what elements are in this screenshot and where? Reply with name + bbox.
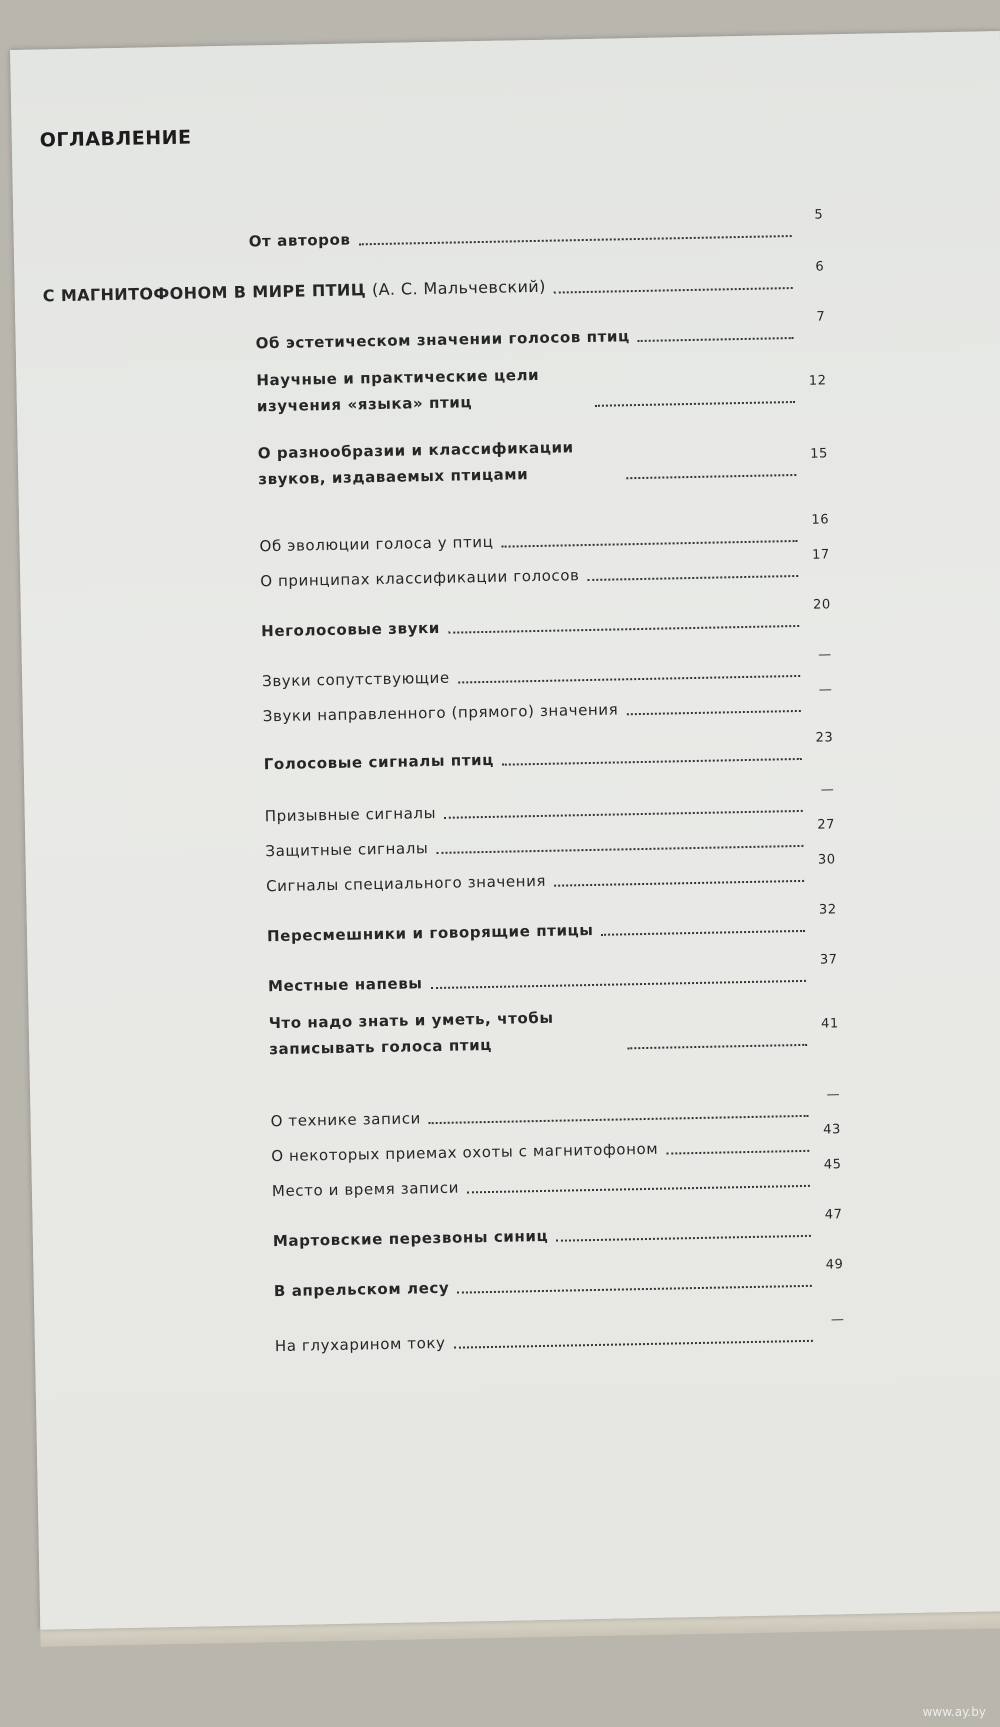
toc-entry-page: 45	[823, 1157, 842, 1173]
toc-entry-title: О разнообразии и классификации звуков, издаваемых птицами	[257, 438, 574, 489]
toc-section-main	[42, 256, 825, 310]
dot-leader	[467, 1185, 810, 1194]
toc-entry-title: Звуки направленного (прямого) значения	[262, 699, 619, 725]
toc-entry-title: Звуки сопутствующие	[261, 668, 450, 690]
toc-entry-title: Об эволюции голоса у птиц	[259, 532, 494, 555]
dot-leader	[502, 758, 802, 766]
toc-entry	[258, 429, 829, 492]
toc-entry-page: 37	[819, 952, 838, 968]
toc-entry-page: —	[830, 1312, 845, 1328]
toc-entry-title: Об эстетическом значении голосов птиц	[255, 326, 630, 352]
toc-entry-title: На глухарином току	[274, 1333, 446, 1355]
toc-entry-page: 49	[825, 1257, 844, 1273]
dot-leader	[556, 1235, 811, 1242]
dot-leader	[588, 575, 799, 581]
section-title-text: С МАГНИТОФОНОМ В МИРЕ ПТИЦ	[42, 279, 367, 306]
dot-leader	[431, 980, 806, 989]
toc-entry-page: 30	[817, 852, 836, 868]
toc-entry	[261, 594, 832, 644]
dot-leader	[626, 473, 796, 478]
toc-entry	[274, 1309, 845, 1359]
toc-entry-title: О некоторых приемах охоты с магнитофоном	[271, 1139, 659, 1165]
toc-entry	[255, 306, 826, 356]
toc-entry-title: Что надо знать и уметь, чтобы записывать голоса птиц	[268, 1008, 554, 1059]
toc-entry-page: 41	[820, 1016, 839, 1032]
toc-entry-title: О принципах классификации голосов	[260, 565, 580, 590]
toc-entry-page: 27	[817, 817, 836, 833]
toc-entry-page: 43	[822, 1122, 842, 1138]
toc-entry-title: От авторов	[248, 229, 351, 250]
toc-entry-page: 32	[818, 902, 837, 918]
toc-entry-title: Защитные сигналы	[265, 838, 429, 860]
book-page	[10, 31, 1000, 1630]
book-page-wrapper	[10, 31, 1000, 1650]
watermark: www.ay.by	[922, 1705, 986, 1719]
toc-entry-title: Неголосовые звуки	[261, 618, 441, 640]
dot-leader	[602, 930, 806, 936]
toc-entry	[268, 949, 839, 999]
toc-entry-page: 15	[810, 446, 829, 462]
dot-leader	[627, 1043, 807, 1048]
dot-leader	[448, 625, 799, 634]
toc-entry-title: Призывные сигналы	[264, 803, 437, 825]
toc-entry-page: 12	[808, 373, 827, 389]
toc-entry	[273, 1254, 844, 1304]
toc-entry-title: Местные напевы	[267, 973, 423, 995]
toc-entry-title: Сигналы специального значения	[265, 871, 547, 895]
toc-entry	[268, 999, 839, 1062]
toc-entry-page: 5	[814, 207, 824, 223]
toc-entry-page: 16	[811, 512, 830, 528]
dot-leader	[359, 235, 792, 245]
toc-entry	[267, 899, 838, 949]
dot-leader	[626, 710, 800, 715]
dot-leader	[457, 1285, 812, 1294]
dot-leader	[454, 1340, 813, 1349]
toc-entry-page: —	[818, 682, 833, 698]
toc-entry-page: 47	[824, 1207, 843, 1223]
toc-entry-title: Мартовские перезвоны синиц	[272, 1226, 549, 1250]
section-author: (А. С. Мальчевский)	[371, 276, 546, 299]
dot-leader	[666, 1150, 809, 1155]
dot-leader	[554, 287, 793, 294]
toc-entry-page: —	[826, 1087, 841, 1103]
toc-entry-page: 20	[812, 597, 831, 613]
toc-entry	[263, 727, 834, 777]
toc-entry-ot-avtorov	[248, 204, 824, 254]
toc-entry-title: Место и время записи	[271, 1178, 460, 1200]
toc-heading: ОГЛАВЛЕНИЕ	[39, 126, 192, 152]
toc-entry-title: Пересмешники и говорящие птицы	[266, 920, 594, 945]
toc-entry-title: Научные и практические цели изучения «языка» птиц	[256, 365, 540, 416]
toc-entry	[272, 1204, 843, 1254]
toc-entry	[256, 356, 827, 419]
dot-leader	[595, 400, 795, 406]
toc-entry-page: —	[820, 782, 835, 798]
toc-section-title	[42, 273, 546, 311]
dot-leader	[554, 880, 804, 887]
toc-entry-page: 6	[815, 259, 825, 275]
dot-leader	[638, 337, 794, 342]
toc-entry-title: О технике записи	[270, 1108, 422, 1130]
toc-entry-title: В апрельском лесу	[273, 1278, 450, 1300]
toc-entry-page: 17	[811, 547, 830, 563]
toc-entry-page: 23	[815, 730, 834, 746]
toc-entry-title: Голосовые сигналы птиц	[263, 750, 495, 773]
toc-entry-page: 7	[816, 309, 826, 325]
toc-entry-page: —	[818, 647, 832, 663]
